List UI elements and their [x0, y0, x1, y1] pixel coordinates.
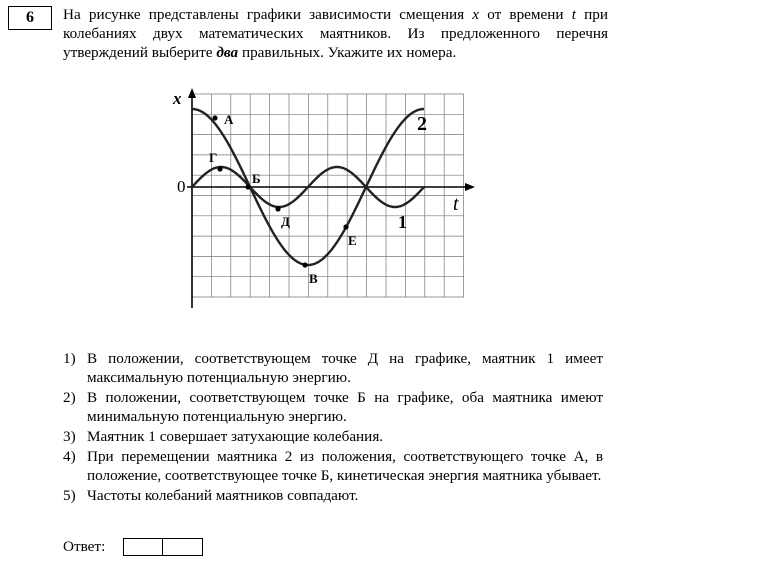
point-a: [212, 115, 217, 120]
question-number: 6: [8, 6, 52, 30]
displacement-graph: [165, 82, 485, 322]
option-3: 3) Маятник 1 совершает затухающие колебания.: [63, 428, 384, 445]
point-g-label: Г: [209, 150, 218, 165]
point-d-label: Д: [281, 214, 290, 229]
point-b: [245, 184, 250, 189]
answer-cell-2[interactable]: [163, 538, 203, 556]
curve-2-label: 2: [417, 113, 427, 135]
answer-cell-1[interactable]: [123, 538, 163, 556]
x-axis-label: t: [453, 193, 459, 215]
origin-label: 0: [177, 177, 186, 196]
var-t: t: [571, 6, 576, 23]
question-text: На рисунке представлены графики зависимости смещения x от времени t при колебаниях двух математических маятников. Из предложенного перечня утверждений выберите два правильных. Укажите их номера.: [63, 6, 608, 61]
emphasis-word: два: [216, 44, 239, 61]
option-1: 1) В положении, соответствующем точке Д на графике, маятник 1 имеет максимальную потенциальную энергию.: [63, 350, 603, 386]
y-axis-label: x: [173, 89, 182, 108]
curve-1-label: 1: [398, 212, 407, 232]
option-2: 2) В положении, соответствующем точке Б на графике, оба маятника имеют минимальную потенциальную энергию.: [63, 389, 603, 425]
answer-area: [63, 538, 203, 556]
y-axis-arrow: [188, 88, 196, 98]
point-v: [302, 262, 307, 267]
point-e-label: Е: [348, 233, 357, 248]
options-list: [63, 349, 603, 506]
x-axis-arrow: [465, 183, 475, 191]
point-v-label: В: [309, 271, 318, 286]
answer-label: Ответ:: [63, 538, 106, 555]
option-4: 4) При перемещении маятника 2 из положения, соответствующего точке А, в положение, соответствующее точке Б, кинетическая энергия маятника убывает.: [63, 448, 603, 484]
point-b-label: Б: [252, 171, 261, 186]
option-5: 5) Частоты колебаний маятников совпадают.: [63, 487, 359, 504]
point-d: [275, 206, 280, 211]
var-x: x: [472, 6, 480, 23]
point-e: [343, 224, 348, 229]
point-g: [217, 166, 222, 171]
point-a-label: А: [224, 112, 234, 127]
